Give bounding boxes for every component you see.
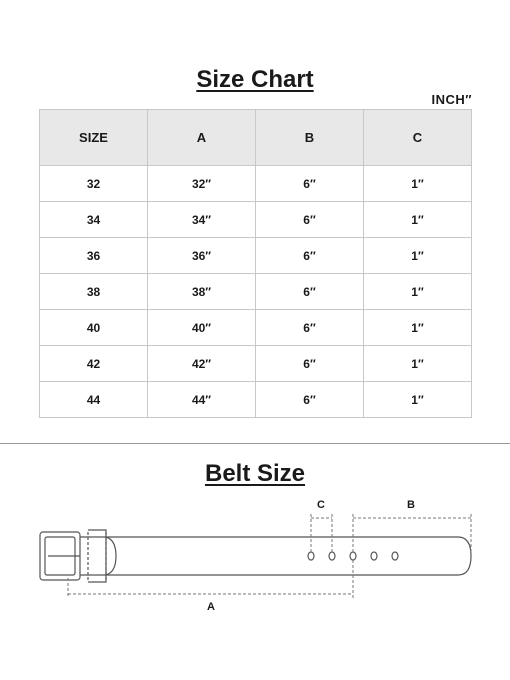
belt-size-title: Belt Size xyxy=(204,460,306,487)
header-c: C xyxy=(364,110,472,166)
cell-size: 34 xyxy=(40,202,148,238)
belt-hole xyxy=(392,552,398,560)
keeper-loop-outer xyxy=(88,530,106,582)
header-a: A xyxy=(148,110,256,166)
table-row xyxy=(40,346,472,382)
cell-b: 6″ xyxy=(256,166,364,202)
cell-b: 6″ xyxy=(256,346,364,382)
cell-c: 1″ xyxy=(364,310,472,346)
belt-hole xyxy=(329,552,335,560)
cell-b: 6″ xyxy=(256,238,364,274)
cell-size: 44 xyxy=(40,382,148,418)
dim-label-a: A xyxy=(207,601,215,613)
cell-size: 40 xyxy=(40,310,148,346)
keeper-loop-dashed xyxy=(88,532,106,580)
belt-strap xyxy=(80,537,471,575)
cell-b: 6″ xyxy=(256,310,364,346)
cell-size: 32 xyxy=(40,166,148,202)
cell-b: 6″ xyxy=(256,382,364,418)
cell-size: 36 xyxy=(40,238,148,274)
cell-c: 1″ xyxy=(364,274,472,310)
table-row xyxy=(40,274,472,310)
belt-hole xyxy=(308,552,314,560)
table-row xyxy=(40,238,472,274)
header-b: B xyxy=(256,110,364,166)
cell-b: 6″ xyxy=(256,274,364,310)
cell-c: 1″ xyxy=(364,166,472,202)
table-row xyxy=(40,166,472,202)
size-table xyxy=(39,109,472,418)
cell-a: 34″ xyxy=(148,202,256,238)
size-chart-title: Size Chart xyxy=(196,66,314,93)
section-divider xyxy=(0,443,510,444)
cell-a: 44″ xyxy=(148,382,256,418)
cell-c: 1″ xyxy=(364,382,472,418)
dim-label-c: C xyxy=(317,499,325,511)
belt-hole xyxy=(371,552,377,560)
unit-label: INCH″ xyxy=(431,92,472,107)
cell-a: 40″ xyxy=(148,310,256,346)
belt-diagram xyxy=(0,490,510,620)
cell-a: 36″ xyxy=(148,238,256,274)
cell-c: 1″ xyxy=(364,346,472,382)
cell-a: 42″ xyxy=(148,346,256,382)
table-row xyxy=(40,382,472,418)
cell-a: 38″ xyxy=(148,274,256,310)
table-header-row xyxy=(40,110,472,166)
table-row xyxy=(40,310,472,346)
header-size: SIZE xyxy=(40,110,148,166)
belt-hole xyxy=(350,552,356,560)
cell-size: 42 xyxy=(40,346,148,382)
cell-c: 1″ xyxy=(364,202,472,238)
cell-c: 1″ xyxy=(364,238,472,274)
keeper-curve xyxy=(106,537,116,575)
cell-size: 38 xyxy=(40,274,148,310)
table-row xyxy=(40,202,472,238)
dim-label-b: B xyxy=(407,499,415,511)
cell-b: 6″ xyxy=(256,202,364,238)
cell-a: 32″ xyxy=(148,166,256,202)
